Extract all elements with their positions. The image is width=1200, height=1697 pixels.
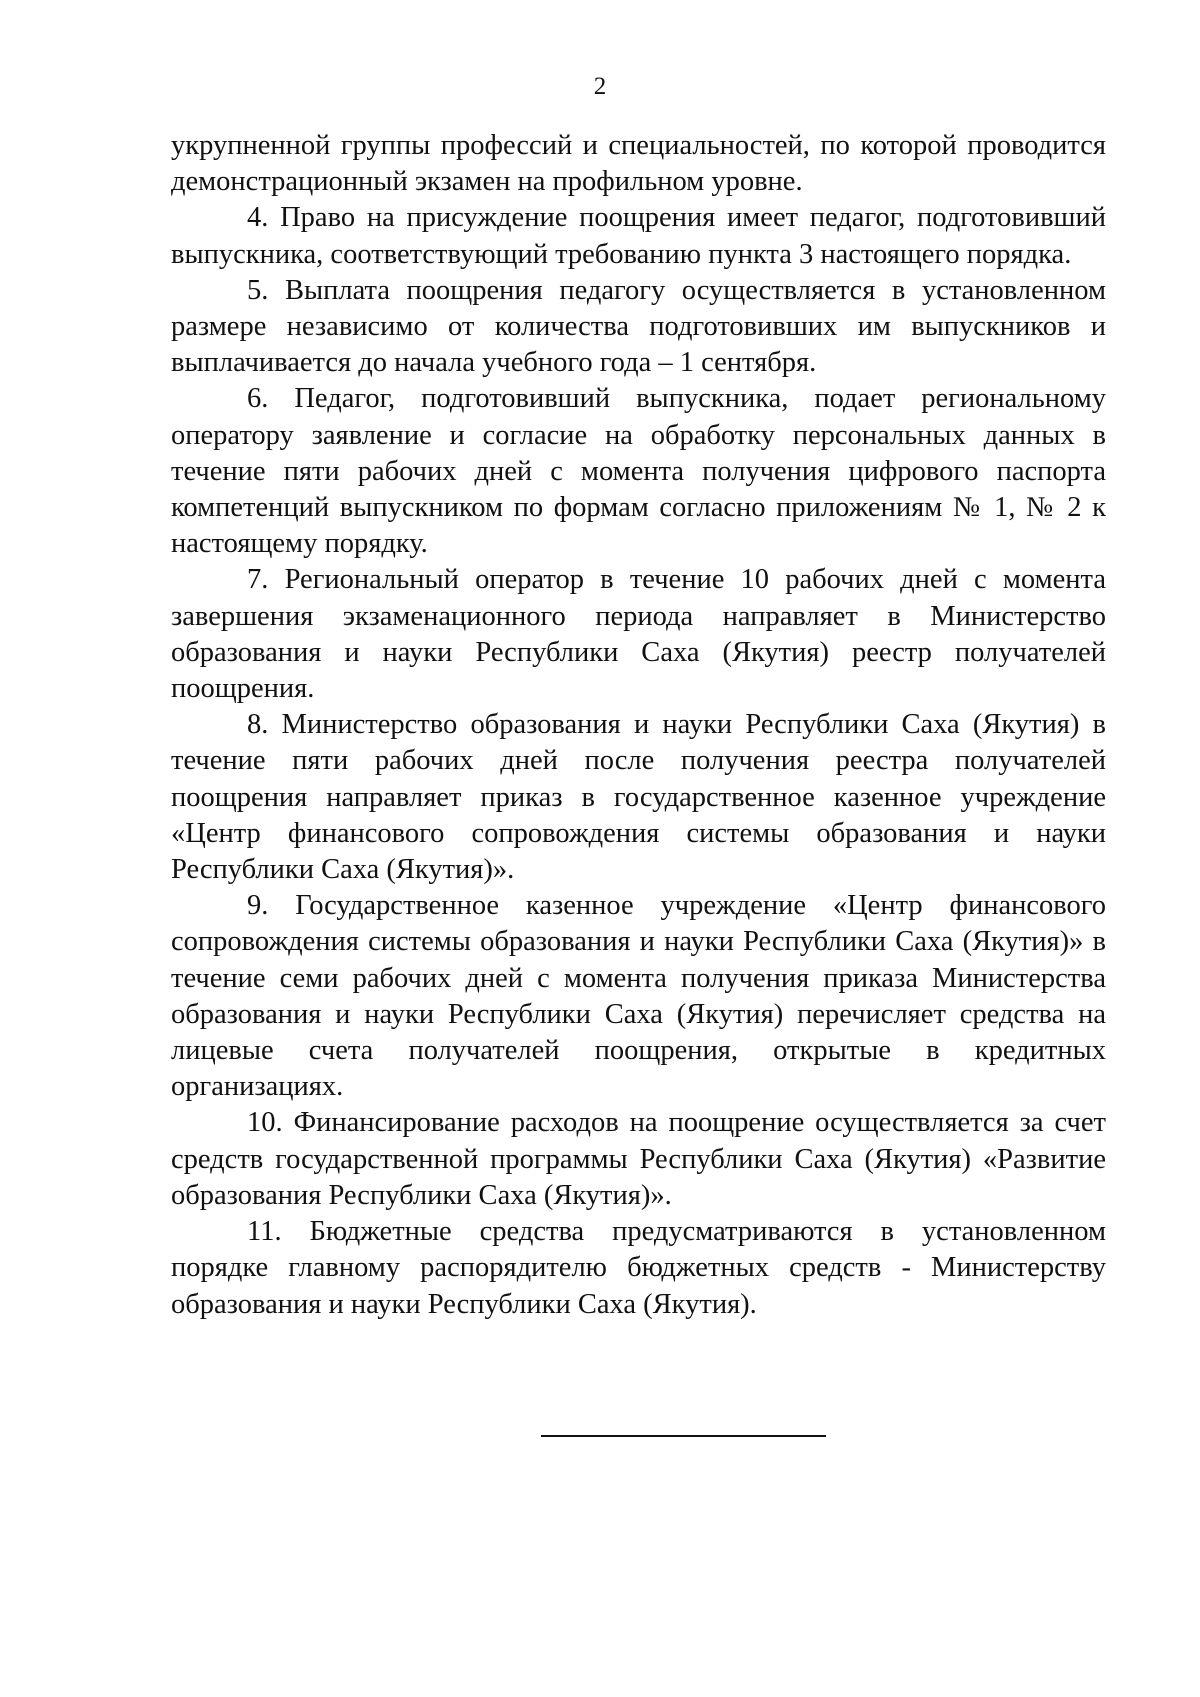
paragraph-item-5: 5. Выплата поощрения педагогу осуществляется в установленном размере независимо от количества подготовивших им выпускников и выплачивается до начала учебного года – 1 сентября. <box>171 274 1106 379</box>
paragraph-item-7: 7. Региональный оператор в течение 10 рабочих дней с момента завершения экзаменационного периода направляет в Министерство образования и науки Республики Саха (Якутия) реестр получателей поощрения. <box>171 564 1106 705</box>
document-body <box>171 128 1106 1323</box>
paragraph-item-6: 6. Педагог, подготовивший выпускника, подает региональному оператору заявление и согласие на обработку персональных данных в течение пяти рабочих дней с момента получения цифрового паспорта компетенций выпускником по формам согласно приложениям № 1, № 2 к настоящему порядку. <box>171 383 1106 560</box>
paragraph-item-9: 9. Государственное казенное учреждение «Центр финансового сопровождения системы образования и науки Республики Саха (Якутия)» в течение семи рабочих дней с момента получения приказа Министерства образования и науки Республики Саха (Якутия) перечисляет средства на лицевые счета получателей поощрения, открытые в кредитных организациях. <box>171 890 1106 1103</box>
end-of-document-rule <box>541 1435 826 1437</box>
paragraph-item-8: 8. Министерство образования и науки Республики Саха (Якутия) в течение пяти рабочих дней после получения реестра получателей поощрения направляет приказ в государственное казенное учреждение «Центр финансового сопровождения системы образования и науки Республики Саха (Якутия)». <box>171 709 1106 886</box>
paragraph-continuation: укрупненной группы профессий и специальностей, по которой проводится демонстрационный экзамен на профильном уровне. <box>171 130 1106 198</box>
paragraph-item-11: 11. Бюджетные средства предусматриваются в установленном порядке главному распорядителю бюджетных средств - Министерству образования и науки Республики Саха (Якутия). <box>171 1216 1106 1320</box>
paragraph-item-4: 4. Право на присуждение поощрения имеет педагог, подготовивший выпускника, соответствующий требованию пункта 3 настоящего порядка. <box>171 202 1106 270</box>
paragraph-item-10: 10. Финансирование расходов на поощрение осуществляется за счет средств государственной программы Республики Саха (Якутия) «Развитие образования Республики Саха (Якутия)». <box>171 1107 1106 1211</box>
page-number: 2 <box>593 73 607 100</box>
